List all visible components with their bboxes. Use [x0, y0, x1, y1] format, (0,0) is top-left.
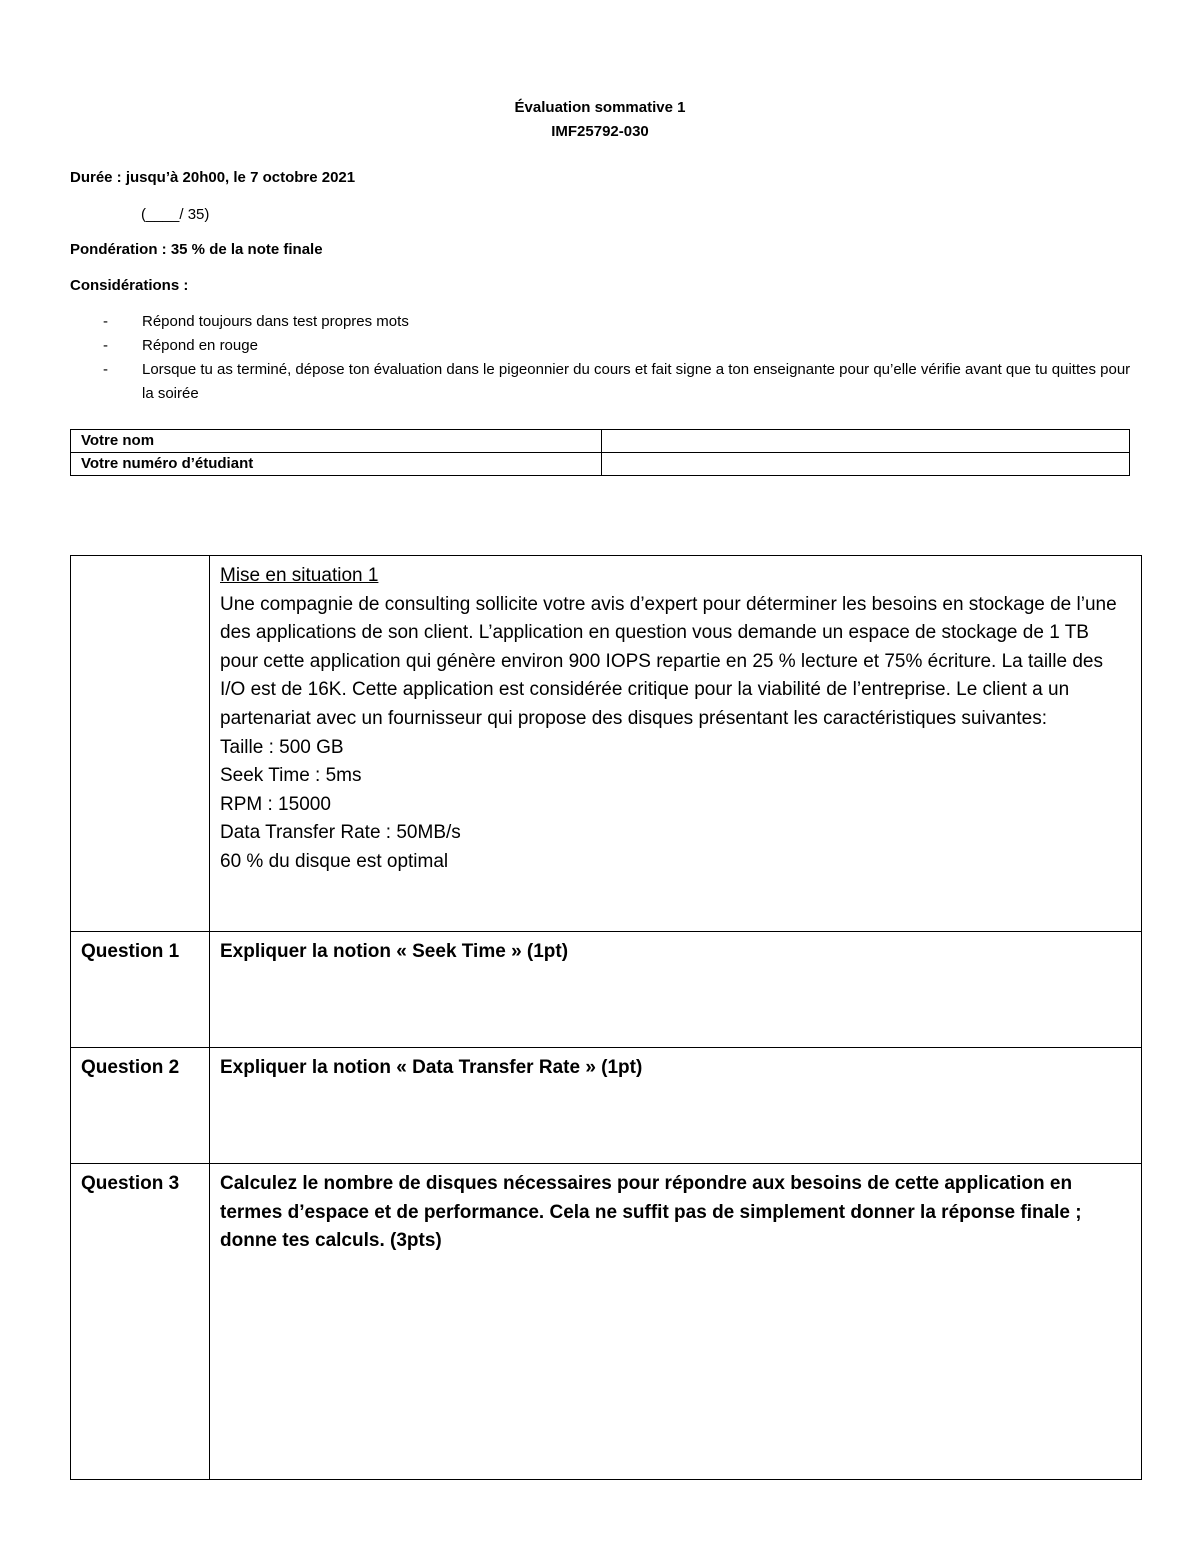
question-2-cell[interactable]	[210, 1048, 1142, 1164]
question-3-label: Question 3	[71, 1164, 210, 1480]
scenario-body: Une compagnie de consulting sollicite votre avis d’expert pour déterminer les besoins en stockage de l’une des applications de son client. L’application en question vous demande un espace de stockage de 1 TB pour cette application qui génère environ 900 IOPS repartie en 25 % lecture et 75% écriture. La taille des I/O est de 16K. Cette application est considérée critique pour la viabilité de l’entreprise. Le client a un partenariat avec un fournisseur qui propose des disques présentant les caractéristiques suivantes:	[220, 593, 1117, 729]
student-info-table	[70, 429, 1130, 476]
spec-item: Taille : 500 GB	[220, 736, 344, 758]
question-2-label: Question 2	[71, 1048, 210, 1164]
spec-item: RPM : 15000	[220, 793, 331, 815]
scenario-left-cell	[71, 556, 210, 932]
table-row	[71, 932, 1142, 1048]
question-1-text: Expliquer la notion « Seek Time » (1pt)	[220, 941, 569, 962]
name-label: Votre nom	[71, 430, 602, 453]
duration-line: Durée : jusqu’à 20h00, le 7 octobre 2021	[70, 169, 356, 186]
scenario-cell	[210, 556, 1142, 932]
scenario-title: Mise en situation 1	[220, 565, 379, 586]
course-code: IMF25792-030	[551, 123, 649, 140]
question-3-text: Calculez le nombre de disques nécessaires pour répondre aux besoins de cette application en termes d’espace et de performance. Cela ne suffit pas de simplement donner la réponse finale ; donne tes calculs. (3pts)	[220, 1173, 1082, 1252]
table-row	[71, 430, 1130, 453]
question-3-cell[interactable]	[210, 1164, 1142, 1480]
considerations-list	[70, 310, 1140, 406]
list-item: - Répond en rouge	[70, 334, 1140, 358]
document-title: Évaluation sommative 1	[514, 99, 686, 116]
table-row	[71, 556, 1142, 932]
student-id-label: Votre numéro d’étudiant	[71, 453, 602, 476]
table-row	[71, 453, 1130, 476]
question-2-text: Expliquer la notion « Data Transfer Rate » (1pt)	[220, 1057, 643, 1078]
score-line: (____/ 35)	[141, 206, 210, 223]
list-item: - Répond toujours dans test propres mots	[70, 310, 1140, 334]
spec-item: Data Transfer Rate : 50MB/s	[220, 822, 461, 844]
table-row	[71, 1164, 1142, 1480]
considerations-label: Considérations :	[70, 277, 189, 294]
table-row	[71, 1048, 1142, 1164]
student-id-field[interactable]	[602, 453, 1130, 476]
weighting-line: Pondération : 35 % de la note finale	[70, 241, 323, 258]
document-header	[0, 96, 1200, 144]
spec-item: Seek Time : 5ms	[220, 765, 362, 787]
name-field[interactable]	[602, 430, 1130, 453]
spec-item: 60 % du disque est optimal	[220, 850, 449, 872]
question-1-label: Question 1	[71, 932, 210, 1048]
question-1-cell[interactable]	[210, 932, 1142, 1048]
list-item: - Lorsque tu as terminé, dépose ton évaluation dans le pigeonnier du cours et fait signe a ton enseignante pour qu’elle vérifie avant que tu quittes pour la soirée	[70, 358, 1140, 406]
questions-table	[70, 555, 1142, 1480]
